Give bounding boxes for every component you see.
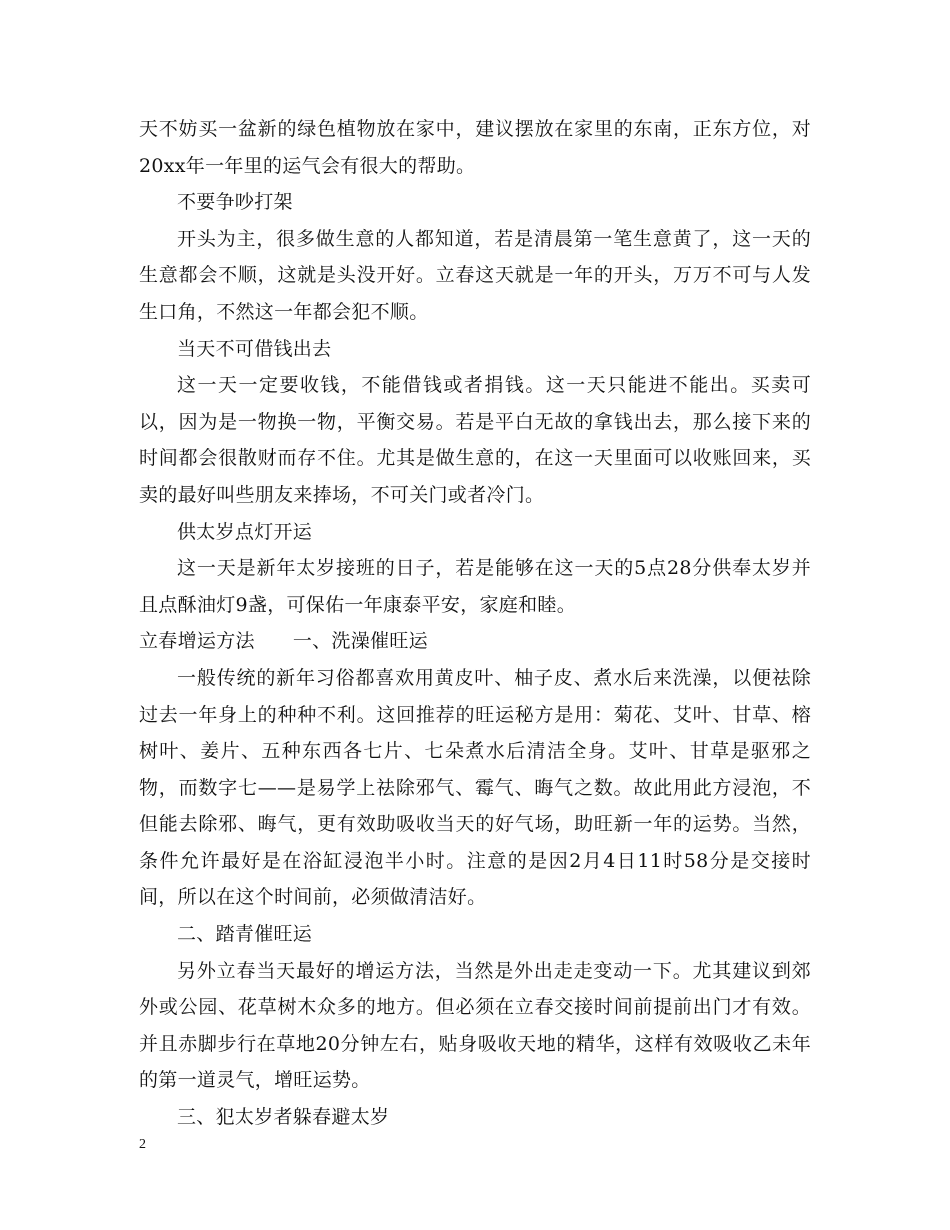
heading-no-quarrel: 不要争吵打架 — [177, 191, 293, 214]
heading-bath-method: 一、洗澡催旺运 — [292, 630, 428, 653]
paragraph-taisui-lamp: 这一天是新年太岁接班的日子，若是能够在这一天的5点28分供奉太岁并且点酥油灯9盏，可保佑一年康泰平安，家庭和睦。 — [139, 557, 811, 616]
paragraph-no-quarrel: 开头为主，很多做生意的人都知道，若是清晨第一笔生意黄了，这一天的生意都会不顺，这就是头没开好。立春这天就是一年的开头，万万不可与人发生口角，不然这一年都会犯不顺。 — [139, 227, 811, 323]
heading-no-lending: 当天不可借钱出去 — [177, 337, 332, 360]
paragraph-outing-method: 另外立春当天最好的增运方法，当然是外出走走变动一下。尤其建议到郊外或公园、花草树木众多的地方。但必须在立春交接时间前提前出门才有效。并且赤脚步行在草地20分钟左右，贴身吸收天地的精华，这样有效吸收乙未年的第一道灵气，增旺运势。 — [139, 959, 811, 1092]
heading-fortune-methods — [139, 623, 811, 660]
paragraph-bath-method: 一般传统的新年习俗都喜欢用黄皮叶、柚子皮、煮水后来洗澡，以便祛除过去一年身上的种种不利。这回推荐的旺运秘方是用：菊花、艾叶、甘草、榕树叶、姜片、五种东西各七片、七朵煮水后清洁全身。艾叶、甘草是驱邪之物，而数字七——是易学上祛除邪气、霉气、晦气之数。故此用此方浸泡，不但能去除邪、晦气，更有效助吸收当天的好气场，助旺新一年的运势。当然，条件允许最好是在浴缸浸泡半小时。注意的是因2月4日11时58分是交接时间，所以在这个时间前，必须做清洁好。 — [139, 666, 811, 909]
document-body — [139, 111, 811, 1136]
heading-fortune-methods-title: 立春增运方法 — [139, 630, 255, 653]
paragraph-no-lending: 这一天一定要收钱，不能借钱或者捐钱。这一天只能进不能出。买卖可以，因为是一物换一物，平衡交易。若是平白无故的拿钱出去，那么接下来的时间都会很散财而存不住。尤其是做生意的，在这一天里面可以收账回来，买卖的最好叫些朋友来捧场，不可关门或者冷门。 — [139, 374, 811, 506]
heading-avoid-taisui: 三、犯太岁者躲春避太岁 — [177, 1106, 390, 1129]
page-number: 2 — [139, 1137, 146, 1152]
heading-outing-method: 二、踏青催旺运 — [177, 923, 313, 946]
paragraph-plant-advice: 天不妨买一盆新的绿色植物放在家中，建议摆放在家里的东南，正东方位，对20xx年一年里的运气会有很大的帮助。 — [139, 118, 811, 177]
heading-taisui-lamp: 供太岁点灯开运 — [177, 520, 313, 543]
